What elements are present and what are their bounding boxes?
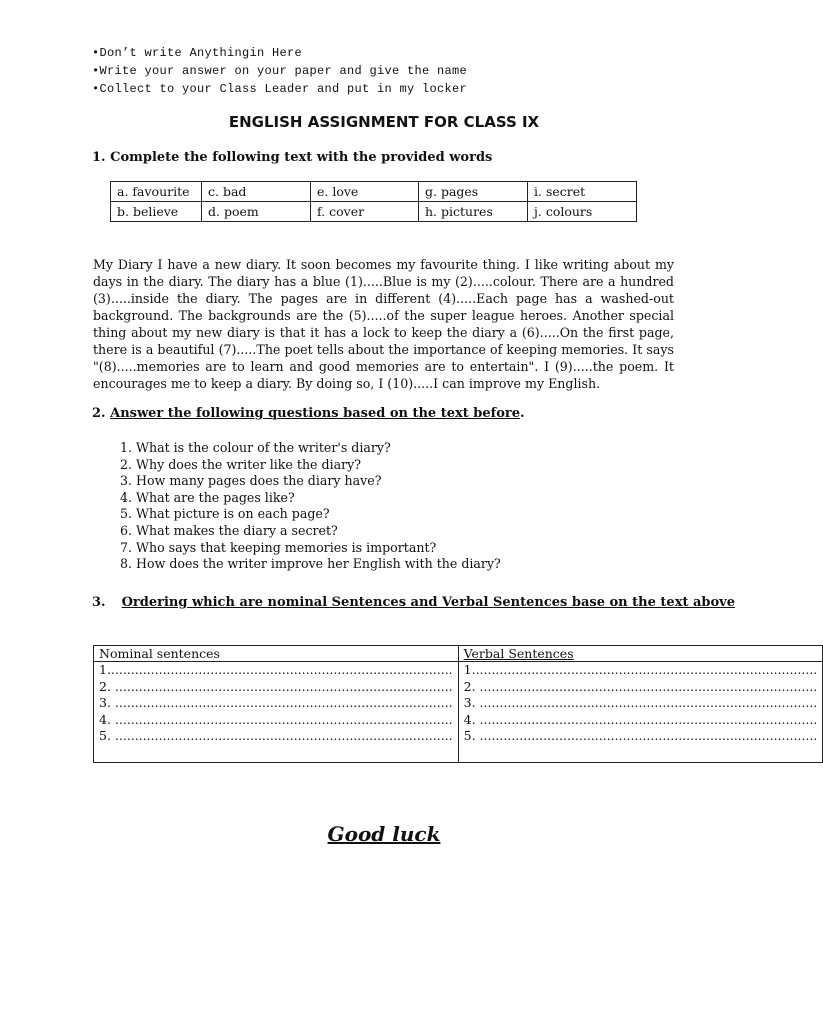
list-item: 3. How many pages does the diary have? xyxy=(120,473,382,489)
page-title: ENGLISH ASSIGNMENT FOR CLASS IX xyxy=(228,113,540,131)
verbal-header xyxy=(458,646,823,662)
section2-period: . xyxy=(520,406,525,421)
nominal-column xyxy=(94,662,459,763)
answer-line: 4. ..................................................................................... xyxy=(99,711,453,727)
section3-heading-text: Ordering which are nominal Sentences and Verbal Sentences base on the text above xyxy=(121,595,735,610)
instruction-item: •Don’t write Anythingin Here xyxy=(92,46,303,60)
list-item: 4. What are the pages like? xyxy=(120,489,295,505)
word-cell: e. love xyxy=(311,182,419,202)
table-row xyxy=(111,182,637,202)
list-item: 1. What is the colour of the writer's diary? xyxy=(120,440,391,455)
diary-passage: My Diary I have a new diary. It soon becomes my favourite thing. I like writing about my days in the diary. The diary has a blue (1).....Blue is my (2).....colour. There are a hundred (3).....inside the diary. The pages are in different (4).....Each page has a washed-out background. The backgrounds are the (5).....of the super league heroes. Another special thing about my new diary is that it has a lock to keep the diary a (6).....On the first page, there is a beautiful (7).....The poet tells about the importance of keeping memories. It says "(8).....memories are to learn and good memories are to entertain". I (9).....the poem. It encourages me to keep a diary. By doing so, I (10).....I can improve my English. xyxy=(93,257,674,391)
answer-line: 3. ..................................................................................... xyxy=(463,695,818,710)
answer-line: 1....................................................................................... xyxy=(463,662,818,677)
closing-text: Good luck xyxy=(327,822,441,846)
section2-number: 2. xyxy=(92,406,111,421)
sentences-table xyxy=(93,645,823,763)
instruction-item: •Collect to your Class Leader and put in my locker xyxy=(92,82,468,96)
answer-line: 4. ..................................................................................... xyxy=(463,711,818,727)
section2-heading xyxy=(92,406,525,421)
table-row xyxy=(94,662,823,763)
word-cell: h. pictures xyxy=(419,202,528,222)
word-cell: i. secret xyxy=(528,182,637,202)
section1-heading: 1. Complete the following text with the provided words xyxy=(92,150,493,165)
list-item: 6. What makes the diary a secret? xyxy=(120,522,338,538)
verbal-header-text: Verbal Sentences xyxy=(463,646,574,661)
instructions-list xyxy=(92,44,467,98)
list-item: 7. Who says that keeping memories is important? xyxy=(120,539,437,555)
word-bank-table xyxy=(110,181,637,222)
answer-line: 2. ..................................................................................... xyxy=(463,678,818,694)
word-cell: j. colours xyxy=(528,202,637,222)
word-cell: a. favourite xyxy=(111,182,202,202)
instruction-item: •Write your answer on your paper and give the name xyxy=(92,64,468,78)
answer-line: 1....................................................................................... xyxy=(99,662,453,677)
answer-line: 5. ..................................................................................... xyxy=(463,728,818,743)
answer-line: 2. ..................................................................................... xyxy=(99,678,453,694)
word-cell: f. cover xyxy=(311,202,419,222)
nominal-header: Nominal sentences xyxy=(94,646,459,662)
questions-list xyxy=(120,440,501,573)
section3-number: 3. xyxy=(92,595,106,610)
verbal-column xyxy=(458,662,823,763)
answer-line: 5. ..................................................................................... xyxy=(99,728,453,743)
word-cell: g. pages xyxy=(419,182,528,202)
section2-heading-text: Answer the following questions based on the text before xyxy=(110,406,521,421)
list-item: 8. How does the writer improve her English with the diary? xyxy=(120,556,501,572)
section3-heading xyxy=(92,595,735,610)
list-item: 2. Why does the writer like the diary? xyxy=(120,456,362,472)
word-cell: d. poem xyxy=(202,202,311,222)
table-row xyxy=(111,202,637,222)
word-cell: b. believe xyxy=(111,202,202,222)
word-cell: c. bad xyxy=(202,182,311,202)
list-item: 5. What picture is on each page? xyxy=(120,506,330,522)
answer-line: 3. ..................................................................................... xyxy=(99,695,453,710)
table-header-row xyxy=(94,646,823,662)
